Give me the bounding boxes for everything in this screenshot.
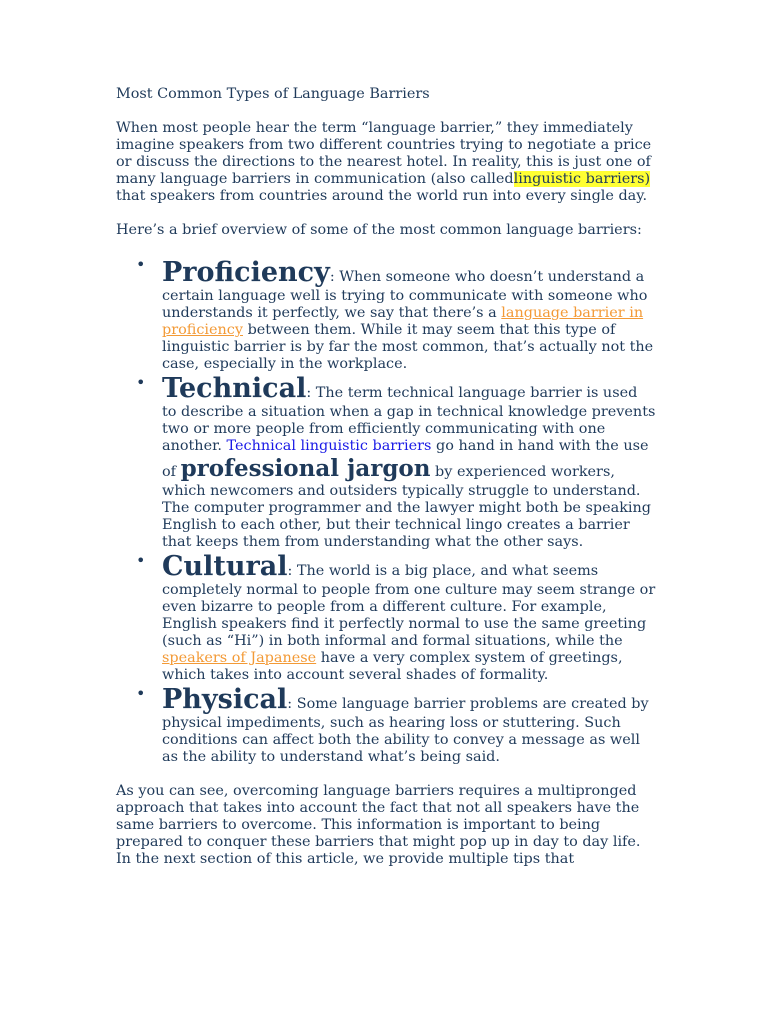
bullet-icon: • xyxy=(136,551,146,570)
document-title: Most Common Types of Language Barriers xyxy=(116,86,430,102)
list-item-technical xyxy=(136,373,656,551)
term-heading: Technical xyxy=(162,373,307,404)
item-text: The term technical language barrier is used to describe a situation when a gap in technical knowledge prevents two or more people from efficiently communicating with one another. xyxy=(162,385,656,454)
barrier-list xyxy=(116,256,656,766)
technical-link[interactable]: Technical linguistic barriers xyxy=(226,438,432,454)
highlighted-term: linguistic barriers) xyxy=(513,171,651,187)
item-text: The world is a big place, and what seems completely normal to people from one culture may seem strange or even bizarre to people from a different culture. For example, English speakers find it perfectly normal to use the same greeting (such as “Hi”) in both informal and formal situations, while the xyxy=(162,563,656,649)
overview-paragraph: Here’s a brief overview of some of the most common language barriers: xyxy=(116,222,642,238)
item-text: When someone who doesn’t understand a certain language well is trying to communicate with someone who understands it perfectly, we say that there’s a xyxy=(162,269,648,321)
intro-text-1: When most people hear the term “language barrier,” they immediately imagine speakers from two different countries trying to negotiate a price or discuss the directions to the nearest hotel. In reality, this is just one of many language barriers in communication (also called xyxy=(116,120,652,187)
proficiency-link[interactable]: language barrier in proficiency xyxy=(162,305,644,338)
jargon-emphasis: professional jargon xyxy=(180,455,431,482)
item-text: have a very complex system of greetings, which takes into account several shades of formality. xyxy=(162,650,623,683)
intro-text-2: that speakers from countries around the world run into every single day. xyxy=(116,188,648,204)
term-heading: Proficiency xyxy=(162,257,330,288)
term-separator: : xyxy=(287,696,293,712)
item-text: between them. While it may seem that this type of linguistic barrier is by far the most common, that’s actually not the case, especially in the workplace. xyxy=(162,322,654,372)
document-page xyxy=(116,86,656,885)
japanese-link[interactable]: speakers of Japanese xyxy=(162,650,317,666)
list-item-cultural xyxy=(136,551,656,684)
item-text: Some language barrier problems are created by physical impediments, such as hearing loss or stuttering. Such conditions can affect both the ability to convey a message as well as the ability to understand what’s being said. xyxy=(162,696,649,765)
term-separator: : xyxy=(287,563,293,579)
intro-paragraph xyxy=(116,120,656,205)
item-text: go hand in hand with the use of xyxy=(162,438,649,480)
bullet-icon: • xyxy=(136,255,146,274)
bullet-icon: • xyxy=(136,373,146,392)
bullet-icon: • xyxy=(136,684,146,703)
term-separator: : xyxy=(306,385,312,401)
term-heading: Physical xyxy=(162,684,288,715)
list-item-physical xyxy=(136,684,656,766)
term-heading: Cultural xyxy=(162,551,288,582)
conclusion-paragraph: As you can see, overcoming language barriers requires a multipronged approach that takes into account the fact that not all speakers have the same barriers to overcome. This information is important to being prepared to conquer these barriers that might pop up in day to day life. In the next section of this article, we provide multiple tips that xyxy=(116,783,641,867)
term-separator: : xyxy=(329,269,335,285)
list-item-proficiency xyxy=(136,255,656,373)
item-text: by experienced workers, which newcomers and outsiders typically struggle to understand. The computer programmer and the lawyer might both be speaking English to each other, but their technical lingo creates a barrier that keeps them from understanding what the other says. xyxy=(162,464,652,550)
